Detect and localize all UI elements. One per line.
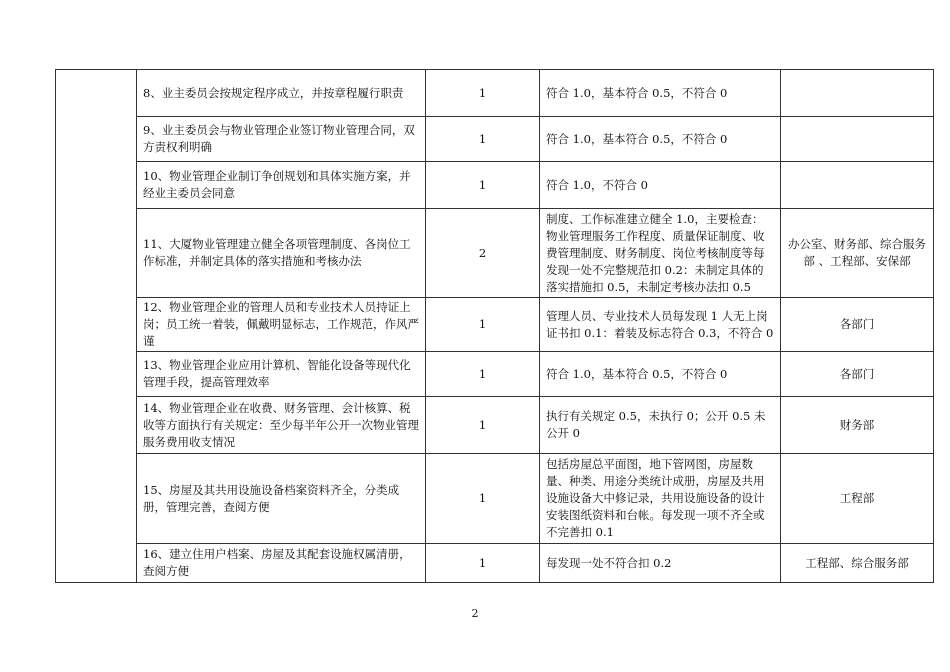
page-number: 2 [471, 607, 479, 620]
score-cell: 1 [426, 454, 540, 544]
item-cell: 10、物业管理企业制订争创规划和具体实施方案，并经业主委员会同意 [137, 162, 426, 209]
department-cell [781, 117, 934, 162]
criteria-cell: 符合 1.0，基本符合 0.5，不符合 0 [540, 352, 781, 397]
criteria-cell: 执行有关规定 0.5，未执行 0；公开 0.5 未公开 0 [540, 397, 781, 454]
department-cell: 财务部 [781, 397, 934, 454]
department-cell [781, 70, 934, 117]
score-cell: 1 [426, 352, 540, 397]
score-cell: 2 [426, 209, 540, 298]
criteria-cell: 每发现一处不符合扣 0.2 [540, 544, 781, 583]
criteria-cell: 制度、工作标准建立健全 1.0，主要检查：物业管理服务工作程度、质量保证制度、收费管理制度、财务制度、岗位考核制度等每发现一处不完整规范扣 0.2：未制定具体的落实措施扣 0.5，未制定考核办法扣 0.5 [540, 209, 781, 298]
department-cell: 各部门 [781, 298, 934, 352]
table-row [56, 162, 934, 209]
score-cell: 1 [426, 397, 540, 454]
department-cell: 工程部、综合服务部 [781, 544, 934, 583]
item-cell: 12、物业管理企业的管理人员和专业技术人员持证上岗；员工统一着装，佩戴明显标志，工作规范，作风严谨 [137, 298, 426, 352]
table-row [56, 544, 934, 583]
score-cell: 1 [426, 117, 540, 162]
score-cell: 1 [426, 298, 540, 352]
item-cell: 8、业主委员会按规定程序成立，并按章程履行职责 [137, 70, 426, 117]
item-cell: 15、房屋及其共用设施设备档案资料齐全，分类成册，管理完善，查阅方便 [137, 454, 426, 544]
item-cell: 11、大厦物业管理建立健全各项管理制度、各岗位工作标准，并制定具体的落实措施和考核办法 [137, 209, 426, 298]
table-row [56, 117, 934, 162]
table-row [56, 454, 934, 544]
table-row [56, 70, 934, 117]
score-cell: 1 [426, 544, 540, 583]
criteria-cell: 符合 1.0，不符合 0 [540, 162, 781, 209]
category-cell [56, 70, 137, 583]
criteria-cell: 管理人员、专业技术人员每发现 1 人无上岗证书扣 0.1：着装及标志符合 0.3，不符合 0 [540, 298, 781, 352]
table-row [56, 298, 934, 352]
department-cell: 工程部 [781, 454, 934, 544]
criteria-cell: 包括房屋总平面图，地下管网图，房屋数量、种类、用途分类统计成册，房屋及共用设施设备大中修记录，共用设施设备的设计安装图纸资料和台帐。每发现一项不齐全或不完善扣 0.1 [540, 454, 781, 544]
item-cell: 16、建立住用户档案、房屋及其配套设施权属清册，查阅方便 [137, 544, 426, 583]
criteria-cell: 符合 1.0，基本符合 0.5，不符合 0 [540, 117, 781, 162]
department-cell [781, 162, 934, 209]
criteria-cell: 符合 1.0，基本符合 0.5，不符合 0 [540, 70, 781, 117]
score-cell: 1 [426, 70, 540, 117]
item-cell: 9、业主委员会与物业管理企业签订物业管理合同，双方责权利明确 [137, 117, 426, 162]
score-cell: 1 [426, 162, 540, 209]
evaluation-table [55, 69, 934, 583]
table-row [56, 397, 934, 454]
department-cell: 办公室、财务部、综合服务部 、工程部、安保部 [781, 209, 934, 298]
table-row [56, 209, 934, 298]
item-cell: 14、物业管理企业在收费、财务管理、会计核算、税收等方面执行有关规定：至少每半年公开一次物业管理服务费用收支情况 [137, 397, 426, 454]
table-row [56, 352, 934, 397]
item-cell: 13、物业管理企业应用计算机、智能化设备等现代化管理手段，提高管理效率 [137, 352, 426, 397]
department-cell: 各部门 [781, 352, 934, 397]
